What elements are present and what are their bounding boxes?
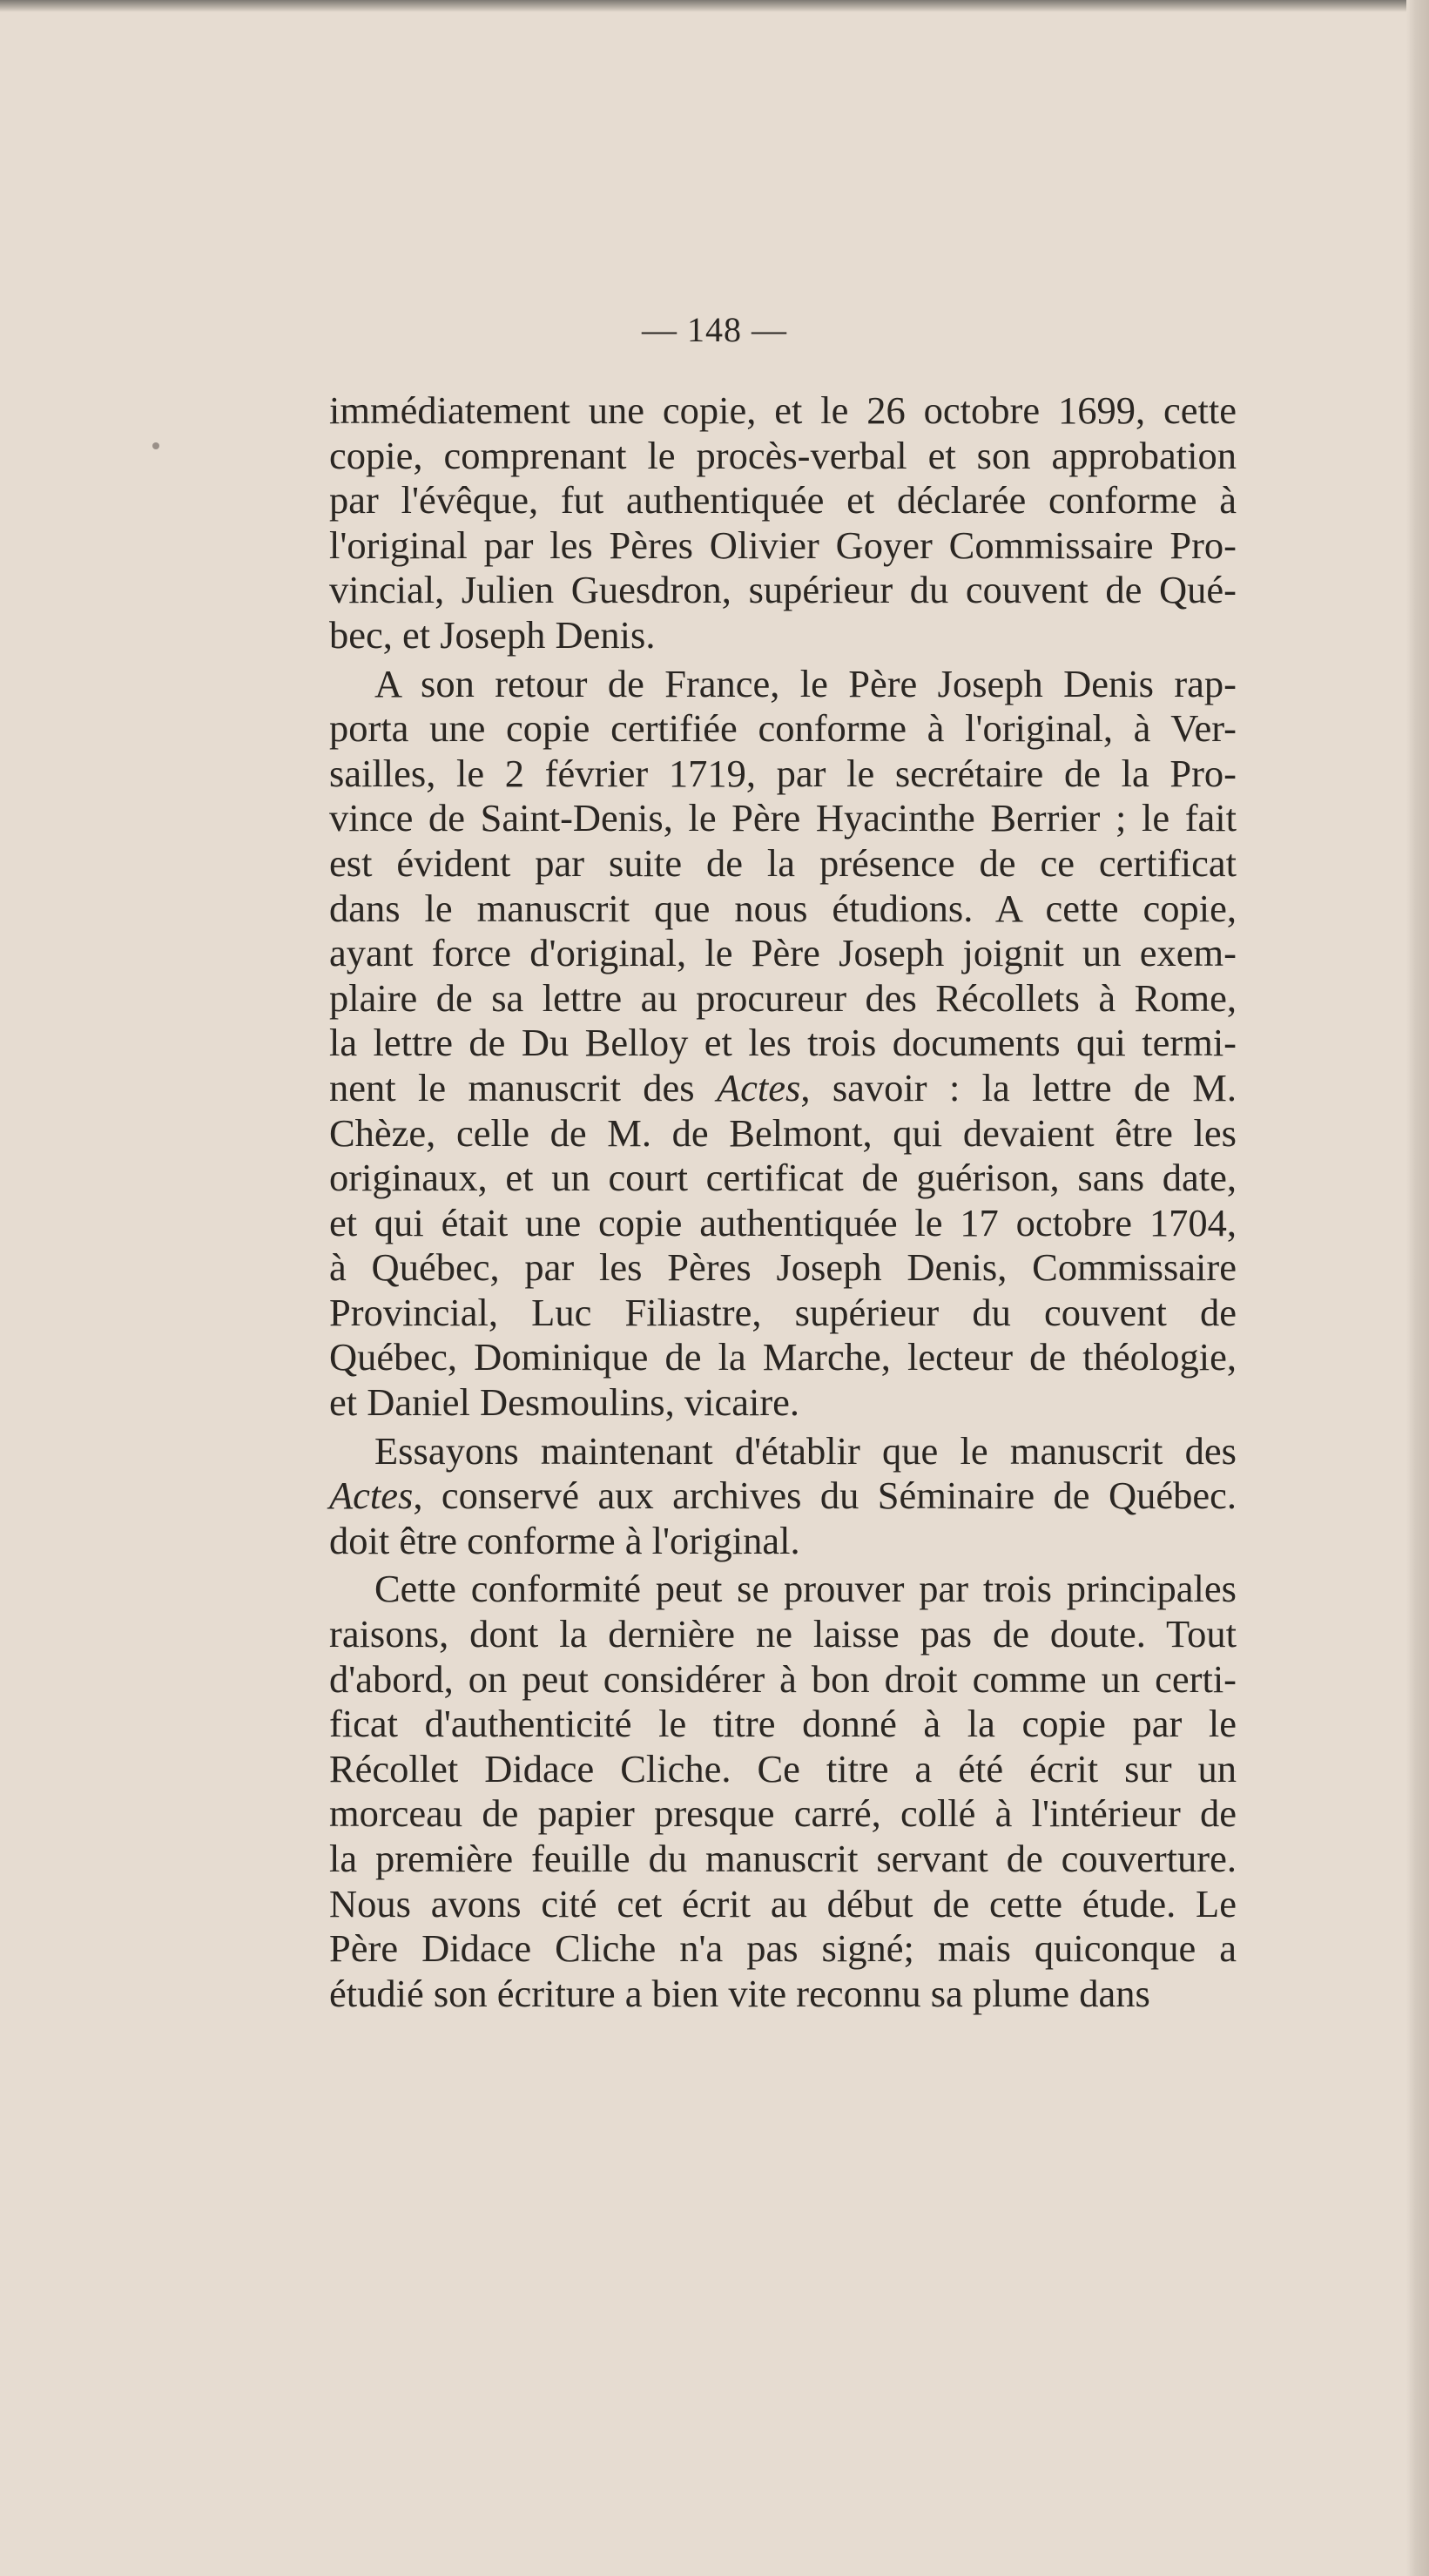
text-line: Actes, conservé aux archives du Séminaire de Québec. bbox=[329, 1473, 1237, 1518]
text-line: copie, comprenant le procès-verbal et son approbation bbox=[329, 433, 1237, 477]
text-line: nent le manuscrit des Actes, savoir : la lettre de M. bbox=[329, 1065, 1237, 1109]
page-number: — 148 — bbox=[642, 310, 787, 349]
text-line: Nous avons cité cet écrit au début de cette étude. Le bbox=[329, 1881, 1237, 1925]
text-line: l'original par les Pères Olivier Goyer Commissaire Pro- bbox=[329, 523, 1237, 567]
text-line: Récollet Didace Cliche. Ce titre a été écrit sur un bbox=[329, 1746, 1237, 1790]
text-line: bec, et Joseph Denis. bbox=[329, 612, 656, 657]
text-line: la première feuille du manuscrit servant de couverture. bbox=[329, 1837, 1237, 1880]
text-line: originaux, et un court certificat de guérison, sans date, bbox=[329, 1156, 1237, 1200]
paragraph bbox=[329, 662, 1237, 1426]
text-line: et Daniel Desmoulins, vicaire. bbox=[329, 1380, 800, 1425]
text-line: étudié son écriture a bien vite reconnu sa plume dans bbox=[329, 1971, 1150, 2015]
text-line: Essayons maintenant d'établir que le manuscrit des bbox=[374, 1428, 1237, 1473]
text-line: vince de Saint-Denis, le Père Hyacinthe Berrier ; le fait bbox=[329, 796, 1237, 840]
text-line: Chèze, celle de M. de Belmont, qui devaient être les bbox=[329, 1110, 1237, 1155]
body-text bbox=[329, 388, 1237, 2016]
text-line: porta une copie certifiée conforme à l'original, à Ver- bbox=[329, 706, 1237, 751]
text-line: Cette conformité peut se prouver par trois principales bbox=[374, 1567, 1237, 1611]
text-line: Provincial, Luc Filiastre, supérieur du couvent de bbox=[329, 1290, 1237, 1334]
text-line: et qui était une copie authentiquée le 17 octobre 1704, bbox=[329, 1200, 1237, 1244]
paragraph bbox=[329, 1567, 1237, 2016]
paragraph bbox=[329, 1429, 1237, 1564]
text-line: est évident par suite de la présence de ce certificat bbox=[329, 840, 1237, 885]
text-line: à Québec, par les Pères Joseph Denis, Commissaire bbox=[329, 1245, 1237, 1290]
text-line: ayant force d'original, le Père Joseph joignit un exem- bbox=[329, 931, 1237, 975]
text-line: A son retour de France, le Père Joseph Denis rap- bbox=[374, 661, 1237, 705]
text-line: par l'évêque, fut authentiquée et déclarée conforme à bbox=[329, 478, 1237, 523]
text-line: la lettre de Du Belloy et les trois documents qui termi- bbox=[329, 1021, 1237, 1065]
paper-speck bbox=[152, 442, 159, 449]
text-line: Père Didace Cliche n'a pas signé; mais quiconque a bbox=[329, 1926, 1237, 1971]
text-line: ficat d'authenticité le titre donné à la copie par le bbox=[329, 1702, 1237, 1746]
text-line: vincial, Julien Guesdron, supérieur du couvent de Qué- bbox=[329, 568, 1237, 612]
page-right-edge bbox=[1406, 0, 1429, 2576]
text-line: Québec, Dominique de la Marche, lecteur de théologie, bbox=[329, 1335, 1237, 1379]
text-line: sailles, le 2 février 1719, par le secrétaire de la Pro- bbox=[329, 751, 1237, 795]
text-line: d'abord, on peut considérer à bon droit comme un certi- bbox=[329, 1656, 1237, 1701]
page-top-edge bbox=[0, 0, 1429, 12]
text-line: morceau de papier presque carré, collé à l'intérieur de bbox=[329, 1791, 1237, 1836]
text-line: immédiatement une copie, et le 26 octobre 1699, cette bbox=[329, 388, 1237, 432]
text-line: raisons, dont la dernière ne laisse pas de doute. Tout bbox=[329, 1612, 1237, 1656]
text-line: dans le manuscrit que nous étudions. A cette copie, bbox=[329, 886, 1237, 930]
paragraph bbox=[329, 388, 1237, 658]
text-line: doit être conforme à l'original. bbox=[329, 1518, 800, 1562]
text-line: plaire de sa lettre au procureur des Récollets à Rome, bbox=[329, 975, 1237, 1020]
